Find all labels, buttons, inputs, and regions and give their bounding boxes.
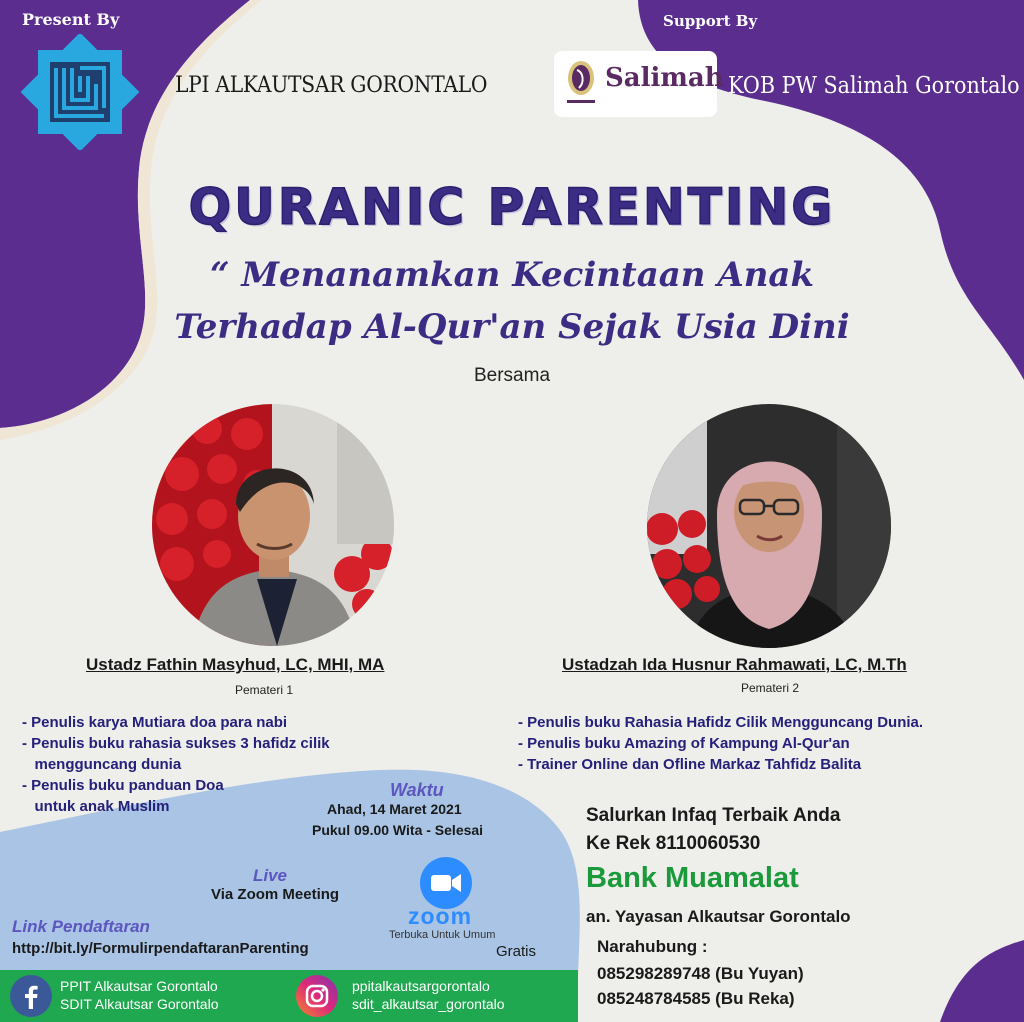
account-holder-name: an. Yayasan Alkautsar Gorontalo	[586, 907, 851, 926]
with-label: Bersama	[473, 365, 551, 386]
open-to-public-label: Terbuka Untuk Umum	[389, 929, 496, 941]
instagram-account-2[interactable]: sdit_alkautsar_gorontalo	[352, 996, 505, 1012]
time-label: Waktu	[390, 780, 444, 800]
zoom-wordmark: zoom	[408, 903, 473, 929]
facebook-icon[interactable]	[10, 975, 52, 1017]
bio-item: - Penulis buku Amazing of Kampung Al-Qur'an	[518, 735, 850, 752]
organizer-name: LPI ALKAUTSAR GORONTALO	[175, 73, 488, 98]
kufic-logo-icon	[18, 34, 142, 150]
bio-item: - Penulis buku rahasia sukses 3 hafidz cilik	[22, 735, 330, 752]
registration-link[interactable]: http://bit.ly/FormulirpendaftaranParenting	[12, 940, 309, 957]
contact-label: Narahubung :	[597, 937, 708, 956]
bank-name: Bank Muamalat	[586, 862, 799, 894]
donation-line-1: Salurkan Infaq Terbaik Anda	[586, 805, 841, 826]
instagram-icon[interactable]	[296, 975, 338, 1017]
bio-item: - Penulis buku panduan Doa	[22, 777, 224, 794]
bio-item: untuk anak Muslim	[22, 798, 170, 815]
present-by-label: Present By	[22, 10, 120, 29]
bio-item: - Trainer Online dan Ofline Markaz Tahfidz Balita	[518, 756, 862, 773]
zoom-camera-icon	[420, 857, 472, 909]
speaker-2-role: Pemateri 2	[741, 681, 800, 695]
bio-item: mengguncang dunia	[22, 756, 182, 773]
speaker-1-portrait	[152, 404, 394, 646]
speaker-1-photo	[152, 404, 394, 646]
event-time: Pukul 09.00 Wita - Selesai	[312, 822, 484, 838]
speaker-1-role: Pemateri 1	[235, 683, 294, 697]
instagram-account-1[interactable]: ppitalkautsargorontalo	[352, 978, 490, 994]
contact-phone-1: 085298289748 (Bu Yuyan)	[597, 964, 804, 983]
live-via-text: Via Zoom Meeting	[211, 886, 340, 903]
subtitle-line-1: “ Menanamkan Kecintaan Anak	[209, 255, 815, 295]
speaker-1-name: Ustadz Fathin Masyhud, LC, MHI, MA	[86, 655, 385, 674]
speaker-2-name: Ustadzah Ida Husnur Rahmawati, LC, M.Th	[562, 655, 907, 674]
sponsor-name: KOB PW Salimah Gorontalo	[728, 73, 1020, 99]
main-title: QURANIC PARENTING	[188, 178, 836, 236]
donation-account-number: Ke Rek 8110060530	[586, 833, 761, 854]
event-date: Ahad, 14 Maret 2021	[327, 801, 462, 817]
subtitle-line-2: Terhadap Al-Qur'an Sejak Usia Dini	[174, 307, 850, 347]
facebook-account-1[interactable]: PPIT Alkautsar Gorontalo	[60, 978, 218, 994]
support-by-label: Support By	[663, 12, 758, 30]
speaker-2-bio	[518, 712, 1018, 775]
salimah-emblem-icon	[563, 58, 599, 110]
live-label: Live	[253, 866, 288, 885]
bio-item: - Penulis karya Mutiara doa para nabi	[22, 714, 288, 731]
speaker-2-portrait	[647, 404, 891, 648]
facebook-account-2[interactable]: SDIT Alkautsar Gorontalo	[60, 996, 219, 1012]
sponsor-logo-text: Salimah	[605, 63, 724, 93]
speaker-2-photo	[647, 404, 891, 648]
free-label: Gratis	[496, 943, 537, 960]
bio-item: - Penulis buku Rahasia Hafidz Cilik Mengguncang Dunia.	[518, 714, 924, 731]
contact-phone-2: 085248784585 (Bu Reka)	[597, 989, 795, 1008]
registration-link-label: Link Pendaftaran	[12, 917, 150, 936]
